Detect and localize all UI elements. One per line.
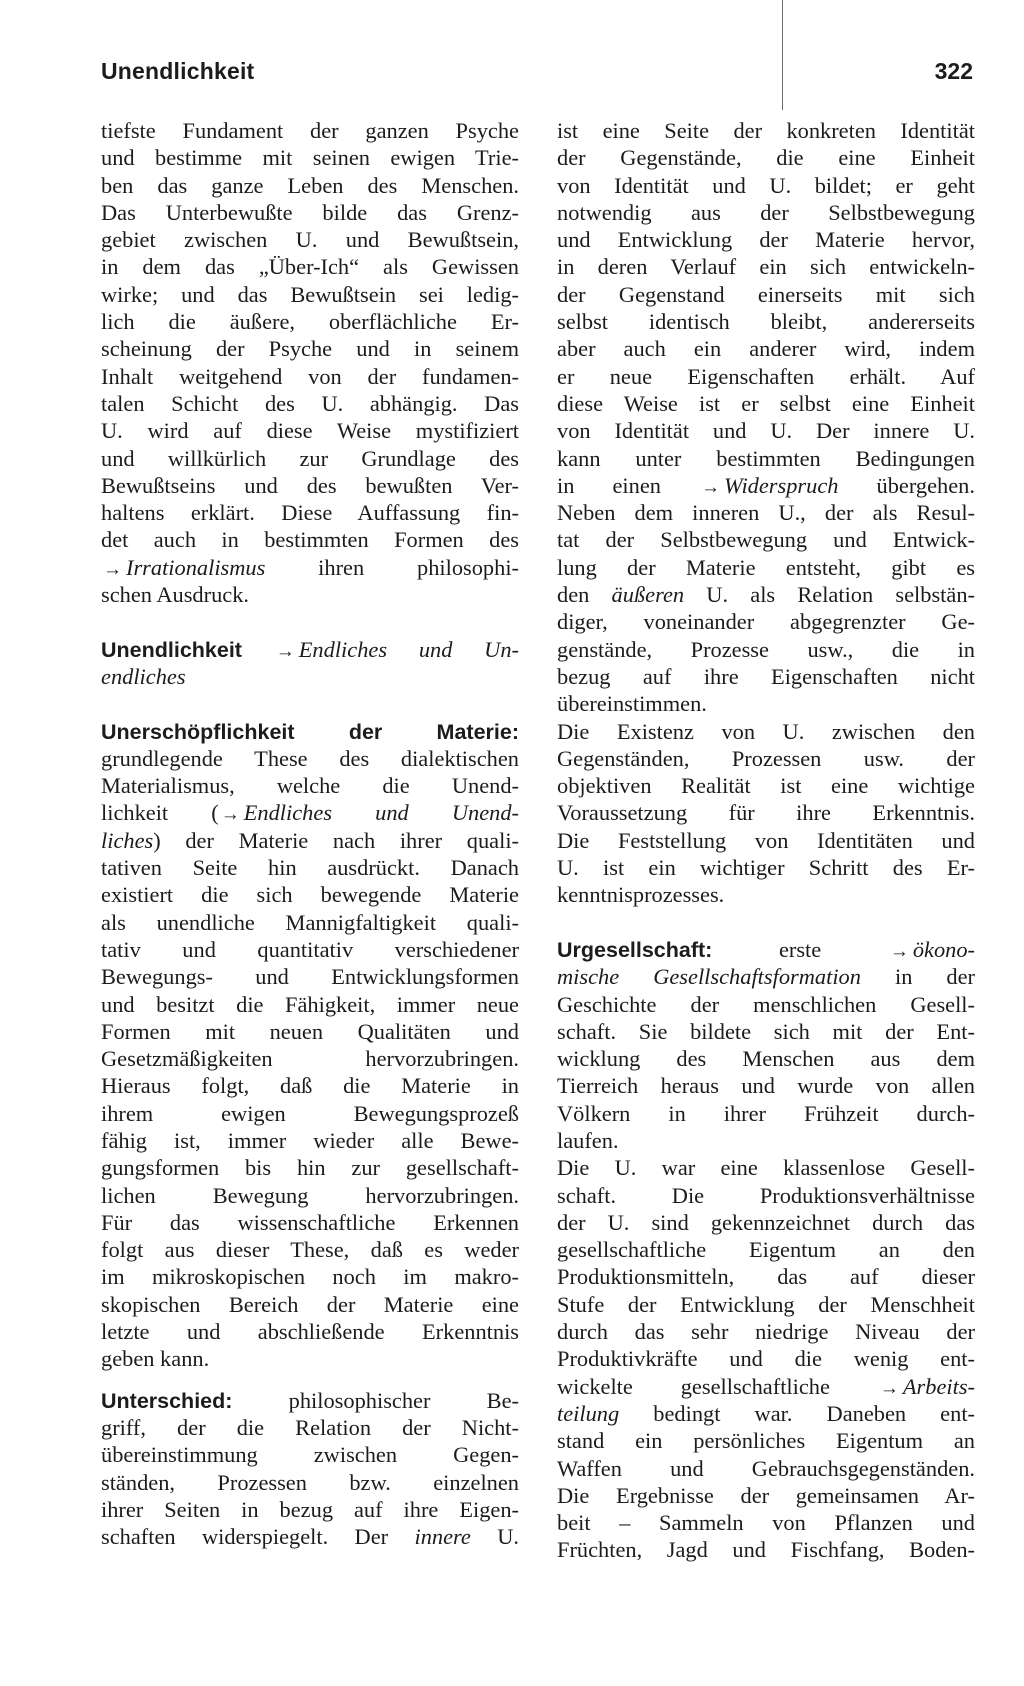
text-fragment: schaften widerspiegelt. Der xyxy=(101,1524,389,1550)
text-line: Geschichte der menschlichen Gesell- xyxy=(557,991,975,1017)
text-line xyxy=(557,963,975,990)
entry-unerschoepflichkeit xyxy=(101,718,519,745)
entry-unterschied xyxy=(101,1387,519,1414)
text-line: Tierreich heraus und wurde von allen xyxy=(557,1073,975,1099)
text-line: Früchten, Jagd und Fischfang, Boden- xyxy=(557,1537,975,1563)
text-line: U. wird auf diese Weise mystifiziert xyxy=(101,418,519,444)
cross-reference-link[interactable]: Endliches und Unend- xyxy=(243,800,519,826)
text-line: Produktivkräfte und die wenig ent- xyxy=(557,1346,975,1372)
text-line: Gesetzmäßigkeiten hervorzubringen. xyxy=(101,1046,519,1072)
text-fragment: ) der Materie nach ihrer quali- xyxy=(153,827,519,853)
text-line: bezug auf ihre Eigenschaften nicht xyxy=(557,663,975,689)
text-line: Die Feststellung von Identitäten und xyxy=(557,827,975,853)
text-line: Völkern in ihrer Frühzeit durch- xyxy=(557,1100,975,1126)
entry-spacer xyxy=(557,909,975,936)
text-line: griff, der die Relation der Nicht- xyxy=(101,1414,519,1440)
text-fragment: philosophischer Be- xyxy=(288,1387,519,1413)
entry-spacer xyxy=(101,1373,519,1387)
entry-urgesellschaft xyxy=(557,936,975,963)
text-line: Das Unterbewußte bilde das Grenz- xyxy=(101,199,519,225)
text-line: Materialismus, welche die Unend- xyxy=(101,773,519,799)
text-line: in dem das „Über-Ich“ als Gewissen xyxy=(101,254,519,280)
text-line: geben kann. xyxy=(101,1346,210,1372)
text-line: von Identität und U. Der innere U. xyxy=(557,418,975,444)
entry-keyword: Urgesellschaft: xyxy=(557,937,713,962)
text-line: als unendliche Mannigfaltigkeit quali- xyxy=(101,909,519,935)
cross-reference-link[interactable]: Widerspruch xyxy=(724,472,839,498)
text-line: tativ und quantitativ verschiedener xyxy=(101,936,519,962)
text-line: tiefste Fundament der ganzen Psyche xyxy=(101,118,519,143)
text-line: diger, voneinander abgegrenzter Ge- xyxy=(557,609,975,635)
text-line: Für das wissenschaftliche Erkennen xyxy=(101,1209,519,1235)
text-line: letzte und abschließende Erkenntnis xyxy=(101,1319,519,1345)
text-fragment: wickelte gesellschaftliche xyxy=(557,1373,830,1399)
text-line: Voraussetzung für ihre Erkenntnis. xyxy=(557,800,975,826)
text-line: Formen mit neuen Qualitäten und xyxy=(101,1018,519,1044)
entry-keyword: Unterschied: xyxy=(101,1388,233,1413)
text-line: wirke; und das Bewußtsein sei ledig- xyxy=(101,281,519,307)
emphasis-text: innere xyxy=(414,1524,471,1550)
text-line: kann unter bestimmten Bedingungen xyxy=(557,445,975,471)
text-line: lung der Materie entsteht, gibt es xyxy=(557,554,975,580)
text-line: ihrem ewigen Bewegungsprozeß xyxy=(101,1100,519,1126)
text-line: und bestimme mit seinen ewigen Trie- xyxy=(101,145,519,171)
text-line: Stufe der Entwicklung der Menschheit xyxy=(557,1291,975,1317)
text-line: Hieraus folgt, daß die Materie in xyxy=(101,1073,519,1099)
cross-reference-arrow-icon: → xyxy=(220,804,240,826)
text-line: er neue Eigenschaften erhält. Auf xyxy=(557,363,975,389)
page-number: 322 xyxy=(934,58,973,84)
text-line: in deren Verlauf ein sich entwickeln- xyxy=(557,254,975,280)
text-fragment: U. als Relation selbstän- xyxy=(706,582,975,608)
text-line: lich die äußere, oberflächliche Er- xyxy=(101,309,519,335)
text-line: der Gegenstände, die eine Einheit xyxy=(557,145,975,171)
text-line: schaft. Die Produktionsverhältnisse xyxy=(557,1182,975,1208)
text-line: aber auch ein anderer wird, indem xyxy=(557,336,975,362)
text-line: Waffen und Gebrauchsgegenständen. xyxy=(557,1455,975,1481)
text-line: Bewußtseins und des bewußten Ver- xyxy=(101,472,519,498)
left-column xyxy=(101,117,519,1550)
text-line: laufen. xyxy=(557,1127,619,1153)
text-fragment: übergehen. xyxy=(876,472,975,498)
text-line: lichen Bewegung hervorzubringen. xyxy=(101,1182,519,1208)
cross-reference-arrow-icon: → xyxy=(879,1377,899,1399)
text-line: der Gegenstand einerseits mit sich xyxy=(557,281,975,307)
text-line: gebiet zwischen U. und Bewußtsein, xyxy=(101,227,519,253)
text-line: Gegenständen, Prozessen usw. der xyxy=(557,745,975,771)
cross-reference-link[interactable]: mische Gesellschaftsformation xyxy=(557,964,861,990)
text-line: und besitzt die Fähigkeit, immer neue xyxy=(101,991,519,1017)
column-divider xyxy=(782,0,783,110)
text-line: skopischen Bereich der Materie eine xyxy=(101,1291,519,1317)
text-fragment: lichkeit ( xyxy=(101,800,219,826)
text-line: folgt aus dieser These, daß es weder xyxy=(101,1237,519,1263)
text-line xyxy=(101,554,519,581)
cross-reference-link[interactable]: Endliches und Un- xyxy=(298,636,519,662)
text-line: übereinstimmung zwischen Gegen- xyxy=(101,1442,519,1468)
text-line: von Identität und U. bildet; er geht xyxy=(557,172,975,198)
text-line: ständen, Prozessen bzw. einzelnen xyxy=(101,1469,519,1495)
entry-spacer xyxy=(101,690,519,717)
text-line: schaft. Sie bildete sich mit der Ent- xyxy=(557,1018,975,1044)
text-fragment: in der xyxy=(894,964,975,990)
cross-reference-arrow-icon: → xyxy=(701,476,721,498)
text-line: U. ist ein wichtiger Schritt des Er- xyxy=(557,855,975,881)
entry-spacer xyxy=(101,608,519,635)
text-line: gungsformen bis hin zur gesellschaft- xyxy=(101,1155,519,1181)
text-line: ist eine Seite der konkreten Identität xyxy=(557,118,975,143)
text-line: Produktionsmitteln, das auf dieser xyxy=(557,1264,975,1290)
text-line: selbst identisch bleibt, andererseits xyxy=(557,309,975,335)
text-line xyxy=(557,1400,975,1427)
text-line: Die U. war eine klassenlose Gesell- xyxy=(557,1155,975,1181)
text-line: notwendig aus der Selbstbewegung xyxy=(557,199,975,225)
text-line: beit – Sammeln von Pflanzen und xyxy=(557,1510,975,1536)
text-line xyxy=(557,472,975,499)
text-line: haltens erklärt. Diese Auffassung fin- xyxy=(101,500,519,526)
text-line: genstände, Prozesse usw., die in xyxy=(557,636,975,662)
text-line: Die Ergebnisse der gemeinsamen Ar- xyxy=(557,1482,975,1508)
text-line: Die Existenz von U. zwischen den xyxy=(557,718,975,744)
text-line: übereinstimmen. xyxy=(557,691,707,717)
text-line: tativen Seite hin ausdrückt. Danach xyxy=(101,855,519,881)
text-line: wicklung des Menschen aus dem xyxy=(557,1046,975,1072)
cross-reference-arrow-icon: → xyxy=(275,640,295,662)
right-column xyxy=(557,117,975,1564)
text-fragment: den xyxy=(557,582,590,608)
running-head: Unendlichkeit xyxy=(101,58,255,84)
entry-keyword: Unendlichkeit xyxy=(101,637,242,662)
text-line xyxy=(557,581,975,608)
text-line: ben das ganze Leben des Menschen. xyxy=(101,172,519,198)
text-line: tat der Selbstbewegung und Entwick- xyxy=(557,527,975,553)
emphasis-text: äußeren xyxy=(611,582,685,608)
text-line: und Entwicklung der Materie hervor, xyxy=(557,227,975,253)
text-line: talen Schicht des U. abhängig. Das xyxy=(101,390,519,416)
cross-reference-arrow-icon: → xyxy=(889,940,909,962)
text-line: diese Weise ist er selbst eine Einheit xyxy=(557,390,975,416)
text-line: stand ein persönliches Eigentum an xyxy=(557,1428,975,1454)
text-line: schen Ausdruck. xyxy=(101,582,249,608)
entry-keyword: Unerschöpflichkeit der Materie: xyxy=(101,719,519,744)
text-line xyxy=(101,827,519,854)
text-fragment: bedingt war. Daneben ent- xyxy=(653,1400,975,1426)
text-line xyxy=(557,1373,975,1400)
text-line: durch das sehr niedrige Niveau der xyxy=(557,1319,975,1345)
text-line: kenntnisprozesses. xyxy=(557,882,725,908)
entry-unendlichkeit xyxy=(101,636,519,663)
cross-reference-link[interactable]: endliches xyxy=(101,663,186,689)
text-line: ihrer Seiten in bezug auf ihre Eigen- xyxy=(101,1496,519,1522)
text-line: fähig ist, immer wieder alle Bewe- xyxy=(101,1127,519,1153)
cross-reference-link[interactable]: teilung xyxy=(557,1400,620,1426)
cross-reference-link[interactable]: ökono- xyxy=(912,936,975,962)
text-fragment: in einen xyxy=(557,472,661,498)
cross-reference-arrow-icon: → xyxy=(103,558,122,580)
text-line: gesellschaftliche Eigentum an den xyxy=(557,1237,975,1263)
text-line: Bewegungs- und Entwicklungsformen xyxy=(101,964,519,990)
text-line: im mikroskopischen noch im makro- xyxy=(101,1264,519,1290)
text-line: Inhalt weitgehend von der fundamen- xyxy=(101,363,519,389)
text-line xyxy=(101,663,519,690)
cross-reference-link[interactable]: liches xyxy=(101,827,154,853)
text-line: objektiven Realität ist eine wichtige xyxy=(557,773,975,799)
text-line: und willkürlich zur Grundlage des xyxy=(101,445,519,471)
text-line: Neben dem inneren U., der als Resul- xyxy=(557,500,975,526)
cross-reference-link[interactable]: Arbeits- xyxy=(902,1373,975,1399)
text-line xyxy=(101,1523,519,1550)
text-line: grundlegende These des dialektischen xyxy=(101,745,519,771)
text-line: det auch in bestimmten Formen des xyxy=(101,527,519,553)
text-line: scheinung der Psyche und in seinem xyxy=(101,336,519,362)
text-fragment: ihren philosophi- xyxy=(318,554,519,580)
text-fragment: erste xyxy=(778,936,822,962)
text-fragment: U. xyxy=(497,1524,519,1550)
cross-reference-link[interactable]: Irrationalismus xyxy=(126,554,266,580)
text-line: existiert die sich bewegende Materie xyxy=(101,882,519,908)
text-line xyxy=(101,799,519,826)
text-line: der U. sind gekennzeichnet durch das xyxy=(557,1209,975,1235)
